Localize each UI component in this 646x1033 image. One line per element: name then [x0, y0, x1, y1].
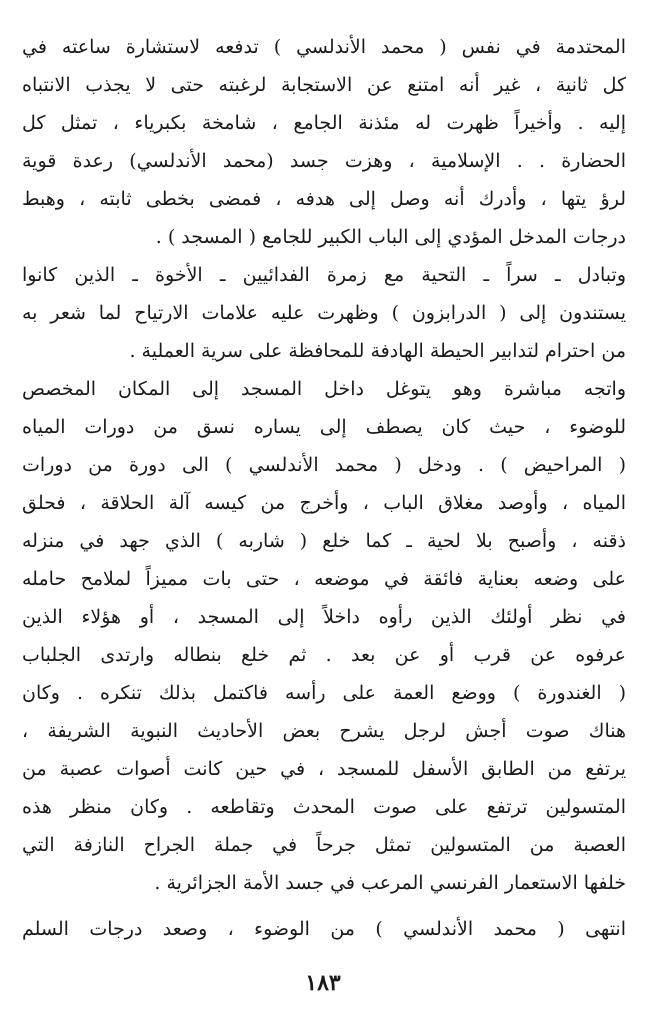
- text-line: الحضارة . . الإسلامية ، وهزت جسد (محمد الأندلسي) رعدة قوية: [22, 150, 626, 172]
- text-line: واتجه مباشرة وهو يتوغل داخل المسجد إلى المكان المخصص: [22, 378, 626, 400]
- text-line: إليه . وأخيراً ظهرت له مئذنة الجامع ، شامخة بكبرياء ، تمثل كل: [22, 112, 626, 134]
- text-line: هناك صوت أجش لرجل يشرح بعض الأحاديث النبوية الشريفة ،: [22, 720, 626, 742]
- text-line: عرفوه عن قرب أو عن بعد . ثم خلع بنطاله وارتدى الجلباب: [22, 644, 626, 666]
- text-line: يستندون إلى ( الدرابزون ) وظهرت عليه علامات الارتياح لما شعر به: [22, 302, 626, 324]
- text-line: درجات المدخل المؤدي إلى الباب الكبير للجامع ( المسجد ) .: [155, 226, 626, 248]
- text-line: المتسولين ترتفع على صوت المحدث وتقاطعه . وكان منظر هذه: [22, 796, 626, 818]
- text-line: لرؤ يتها ، وأدرك أنه وصل إلى هدفه ، فمضى بخطى ثابته ، وهبط: [22, 188, 626, 210]
- text-line: المياه ، وأوصد مغلاق الباب ، وأخرج من كيسه آلة الحلاقة ، فحلق: [22, 492, 626, 514]
- text-line: للوضوء ، حيث كان يصطف إلى يساره نسق من دورات المياه: [22, 416, 626, 438]
- text-line: يرتفع من الطابق الأسفل للمسجد ، في حين كانت أصوات عصبة من: [22, 758, 626, 780]
- page-number: ١٨٣: [305, 970, 341, 996]
- paragraph-gap: [22, 902, 626, 910]
- text-line: ( الغندورة ) ووضع العمة على رأسه فاكتمل بذلك تنكره . وكان: [22, 682, 626, 704]
- text-line: انتهى ( محمد الأندلسي ) من الوضوء ، وصعد درجات السلم: [22, 918, 626, 940]
- text-line: في نظر أولئك الذين رأوه داخلاً إلى المسجد ، أو هؤلاء الذين: [22, 606, 626, 628]
- text-line: خلفها الاستعمار الفرنسي المرعب في جسد الأمة الجزائرية .: [154, 872, 626, 894]
- text-line: على وضعه بعناية فائقة في موضعه ، حتى بات مميزاً لملامح حامله: [22, 568, 626, 590]
- paragraph-2: [22, 910, 626, 948]
- paragraph-1: [22, 28, 626, 902]
- text-line: العصبة من المتسولين تمثل جرحاً في جملة الجراح النازفة التي: [22, 834, 626, 856]
- text-line: ذقنه ، وأصبح بلا لحية ـ كما خلع ( شاربه ) الذي جهد في منزله: [22, 530, 626, 552]
- text-line: ( المراحيض ) . ودخل ( محمد الأندلسي ) الى دورة من دورات: [22, 454, 626, 476]
- text-line: من احترام لتدابير الحيطة الهادفة للمحافظة على سرية العملية .: [129, 340, 626, 362]
- text-line: وتبادل ـ سراً ـ التحية مع زمرة الفدائيين ـ الأخوة ـ الذين كانوا: [22, 264, 626, 286]
- text-line: المحتدمة في نفس ( محمد الأندلسي ) تدفعه لاستشارة ساعته في: [22, 36, 626, 58]
- text-line: كل ثانية ، غير أنه امتنع عن الاستجابة لرغبته حتى لا يجذب الانتباه: [22, 74, 626, 96]
- page-body-text: [22, 28, 626, 948]
